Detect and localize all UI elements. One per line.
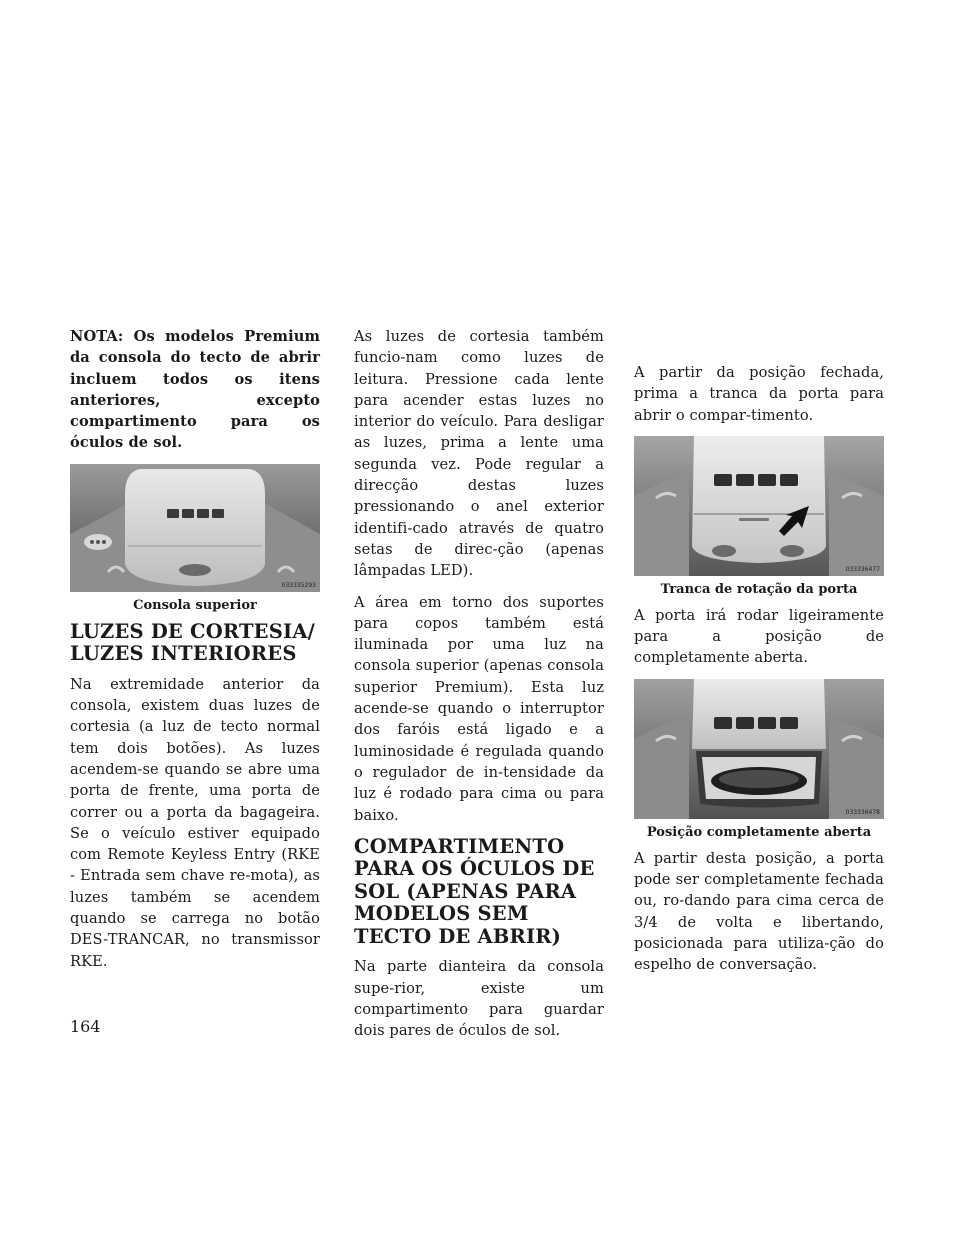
fully-open-illustration — [634, 679, 884, 819]
section-heading-courtesy-lights: LUZES DE CORTESIA/ LUZES INTERIORES — [70, 619, 315, 666]
figure-caption: Consola superior — [133, 597, 257, 613]
note-paragraph: NOTA: Os modelos Premium da consola do tecto de abrir incluem todos os itens anteriores, excepto compartimento para os óculos de sol. — [70, 328, 320, 452]
body-paragraph: A porta irá rodar ligeiramente para a posição de completamente aberta. — [634, 606, 884, 667]
overhead-console-photo — [70, 464, 320, 592]
figure-code: 033336478 — [845, 808, 880, 816]
overhead-console-illustration — [70, 464, 320, 592]
figure-door-latch — [634, 436, 884, 597]
figure-code: 033335293 — [281, 581, 316, 589]
page-number: 164 — [70, 1017, 101, 1036]
fully-open-photo — [634, 679, 884, 819]
column-right — [634, 362, 884, 986]
figure-overhead-console — [70, 464, 320, 613]
body-paragraph: A partir da posição fechada, prima a tranca da porta para abrir o compar-timento. — [634, 364, 884, 424]
body-paragraph: As luzes de cortesia também funcio-nam como luzes de leitura. Pressione cada lente para acender estas luzes no interior do veículo. Para desligar as luzes, prima a lente uma segunda vez. Pode regular a direcção destas luzes pressionando o anel exterior identifi-cado através de quatro setas de direc-ção (apenas lâmpadas LED). — [354, 328, 604, 580]
figure-code: 033336477 — [845, 565, 880, 573]
column-left — [70, 326, 320, 982]
figure-fully-open — [634, 679, 884, 840]
body-paragraph: Na parte dianteira da consola supe-rior, existe um compartimento para guardar dois pares de óculos de sol. — [354, 958, 604, 1040]
door-latch-photo — [634, 436, 884, 576]
column-middle — [354, 326, 604, 1052]
body-paragraph: A área em torno dos suportes para copos também está iluminada por uma luz na consola superior (apenas consola superior Premium). Esta luz acende-se quando o interruptor dos faróis está ligado e a luminosidade é regulada quando o regulador de in-tensidade da luz é rodado para cima ou para baixo. — [354, 593, 604, 824]
door-latch-illustration — [634, 436, 884, 576]
section-heading-sunglasses-bin: COMPARTIMENTO PARA OS ÓCULOS DE SOL (APENAS PARA MODELOS SEM TECTO DE ABRIR) — [354, 834, 595, 948]
figure-caption: Posição completamente aberta — [646, 824, 872, 840]
figure-caption: Tranca de rotação da porta — [660, 581, 858, 597]
body-paragraph: A partir desta posição, a porta pode ser completamente fechada ou, ro-dando para cima cerca de 3/4 de volta e libertando, posicionada para utiliza-ção do espelho de conversação. — [634, 849, 884, 974]
body-paragraph: Na extremidade anterior da consola, existem duas luzes de cortesia (a luz de tecto normal tem dois botões). As luzes acendem-se quando se abre uma porta de frente, uma porta de correr ou a porta da bagageira. Se o veículo estiver equipado com Remote Keyless Entry (RKE - Entrada sem chave re-mota), as luzes também se acendem quando se carrega no botão DES-TRANCAR, no transmissor RKE. — [70, 675, 320, 970]
